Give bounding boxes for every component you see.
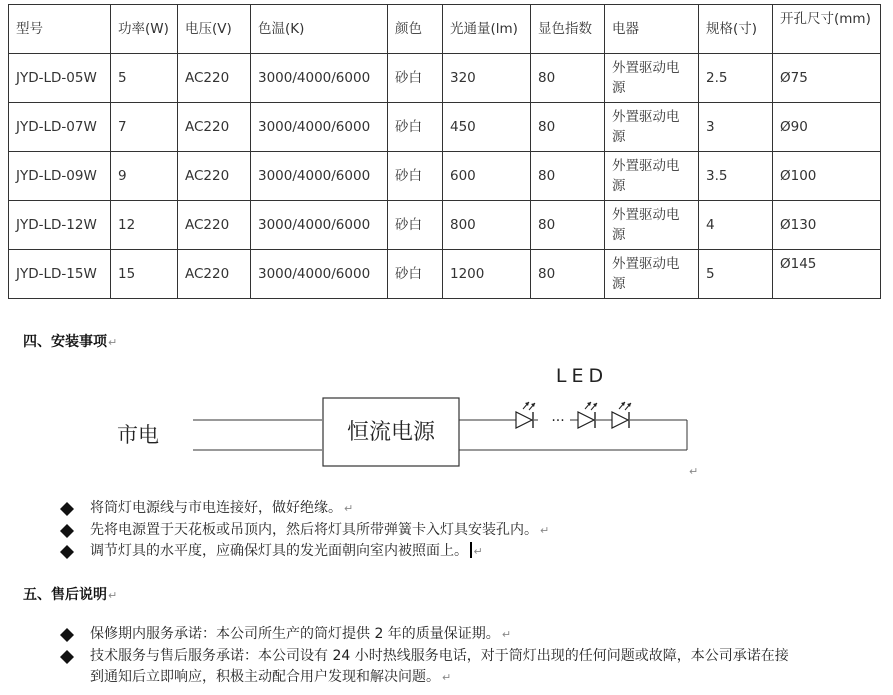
cutout-cell: Ø145 <box>773 250 881 299</box>
header-cell: 电器 <box>605 5 699 54</box>
header-cell: 型号 <box>9 5 111 54</box>
list-item <box>60 624 800 646</box>
list-item-text: 先将电源置于天花板或吊顶内，然后将灯具所带弹簧卡入灯具安装孔内。 <box>90 521 538 538</box>
header-cell: 功率(W) <box>111 5 178 54</box>
diamond-bullet-icon <box>60 628 74 642</box>
header-cell: 开孔尺寸(mm) <box>773 5 881 54</box>
model-cell: JYD-LD-15W <box>9 250 111 299</box>
diamond-bullet-icon <box>60 524 74 538</box>
cri-cell: 80 <box>531 250 605 299</box>
list-item <box>60 498 549 520</box>
lumen-cell: 600 <box>443 152 531 201</box>
text-cursor <box>470 542 472 558</box>
cri-cell: 80 <box>531 103 605 152</box>
table-header-row <box>9 5 881 54</box>
color-cell: 砂白 <box>388 250 443 299</box>
table-row <box>9 152 881 201</box>
size-cell: 2.5 <box>699 54 773 103</box>
paragraph-mark: ↵ <box>473 545 483 558</box>
paragraph-mark: ↵ <box>108 589 118 602</box>
led-diode-icon <box>578 402 597 428</box>
cct-cell: 3000/4000/6000 <box>251 103 388 152</box>
spec-table <box>8 4 881 299</box>
cct-cell: 3000/4000/6000 <box>251 152 388 201</box>
paragraph-mark: ↵ <box>344 502 354 515</box>
aftersales-heading-text: 五、售后说明 <box>23 587 107 603</box>
table-row <box>9 103 881 152</box>
install-heading <box>23 331 117 351</box>
table-row <box>9 250 881 299</box>
lumen-cell: 1200 <box>443 250 531 299</box>
size-cell: 3 <box>699 103 773 152</box>
led-diode-icon <box>612 402 631 428</box>
driver-cell: 外置驱动电源 <box>605 54 699 103</box>
header-cell: 光通量(lm) <box>443 5 531 54</box>
wiring-diagram <box>0 355 893 485</box>
cri-cell: 80 <box>531 152 605 201</box>
voltage-cell: AC220 <box>178 201 251 250</box>
color-cell: 砂白 <box>388 54 443 103</box>
driver-cell: 外置驱动电源 <box>605 201 699 250</box>
cct-cell: 3000/4000/6000 <box>251 201 388 250</box>
paragraph-mark: ↵ <box>689 465 699 478</box>
header-cell: 色温(K) <box>251 5 388 54</box>
driver-cell: 外置驱动电源 <box>605 103 699 152</box>
paragraph-mark: ↵ <box>442 671 452 684</box>
cct-cell: 3000/4000/6000 <box>251 250 388 299</box>
install-heading-text: 四、安装事项 <box>23 334 107 350</box>
cutout-cell: Ø90 <box>773 103 881 152</box>
power-cell: 9 <box>111 152 178 201</box>
list-item-text: 调节灯具的水平度，应确保灯具的发光面朝向室内被照面上。 <box>90 543 468 559</box>
voltage-cell: AC220 <box>178 152 251 201</box>
model-cell: JYD-LD-07W <box>9 103 111 152</box>
header-cell: 规格(寸) <box>699 5 773 54</box>
mains-label: 市电 <box>117 423 159 447</box>
cutout-cell: Ø100 <box>773 152 881 201</box>
paragraph-mark: ↵ <box>501 628 512 641</box>
power-cell: 7 <box>111 103 178 152</box>
series-dots: ··· <box>551 413 565 429</box>
voltage-cell: AC220 <box>178 250 251 299</box>
color-cell: 砂白 <box>388 152 443 201</box>
cutout-cell: Ø130 <box>773 201 881 250</box>
list-item <box>60 520 549 542</box>
driver-label: 恒流电源 <box>346 420 436 445</box>
diamond-bullet-icon <box>60 502 74 516</box>
header-cell: 电压(V) <box>178 5 251 54</box>
voltage-cell: AC220 <box>178 54 251 103</box>
diamond-bullet-icon <box>60 545 74 559</box>
header-cell: 颜色 <box>388 5 443 54</box>
driver-cell: 外置驱动电源 <box>605 152 699 201</box>
cri-cell: 80 <box>531 54 605 103</box>
paragraph-mark: ↵ <box>540 523 550 537</box>
color-cell: 砂白 <box>388 201 443 250</box>
aftersales-list <box>60 624 800 689</box>
model-cell: JYD-LD-12W <box>9 201 111 250</box>
cutout-cell: Ø75 <box>773 54 881 103</box>
lumen-cell: 320 <box>443 54 531 103</box>
size-cell: 4 <box>699 201 773 250</box>
led-label: LED <box>555 365 609 387</box>
color-cell: 砂白 <box>388 103 443 152</box>
list-item <box>60 646 800 689</box>
size-cell: 5 <box>699 250 773 299</box>
power-cell: 15 <box>111 250 178 299</box>
table-row <box>9 201 881 250</box>
power-cell: 12 <box>111 201 178 250</box>
model-cell: JYD-LD-05W <box>9 54 111 103</box>
driver-cell: 外置驱动电源 <box>605 250 699 299</box>
led-diode-icon <box>516 402 535 428</box>
cri-cell: 80 <box>531 201 605 250</box>
cct-cell: 3000/4000/6000 <box>251 54 388 103</box>
lumen-cell: 800 <box>443 201 531 250</box>
table-row <box>9 54 881 103</box>
model-cell: JYD-LD-09W <box>9 152 111 201</box>
aftersales-heading <box>23 584 117 604</box>
lumen-cell: 450 <box>443 103 531 152</box>
paragraph-mark: ↵ <box>108 336 118 349</box>
list-item-text: 技术服务与售后服务承诺：本公司设有 24 小时热线服务电话，对于筒灯出现的任何问题或故障，本公司承诺在接到通知后立即响应，积极主动配合用户发现和解决问题。 <box>90 647 789 685</box>
list-item-text: 将筒灯电源线与市电连接好，做好绝缘。 <box>90 500 342 516</box>
header-cell: 显色指数 <box>531 5 605 54</box>
power-cell: 5 <box>111 54 178 103</box>
list-item <box>60 541 549 563</box>
list-item-text: 保修期内服务承诺：本公司所生产的筒灯提供 2 年的质量保证期。 <box>90 626 500 642</box>
install-list <box>60 498 549 563</box>
voltage-cell: AC220 <box>178 103 251 152</box>
diamond-bullet-icon <box>60 650 74 664</box>
size-cell: 3.5 <box>699 152 773 201</box>
